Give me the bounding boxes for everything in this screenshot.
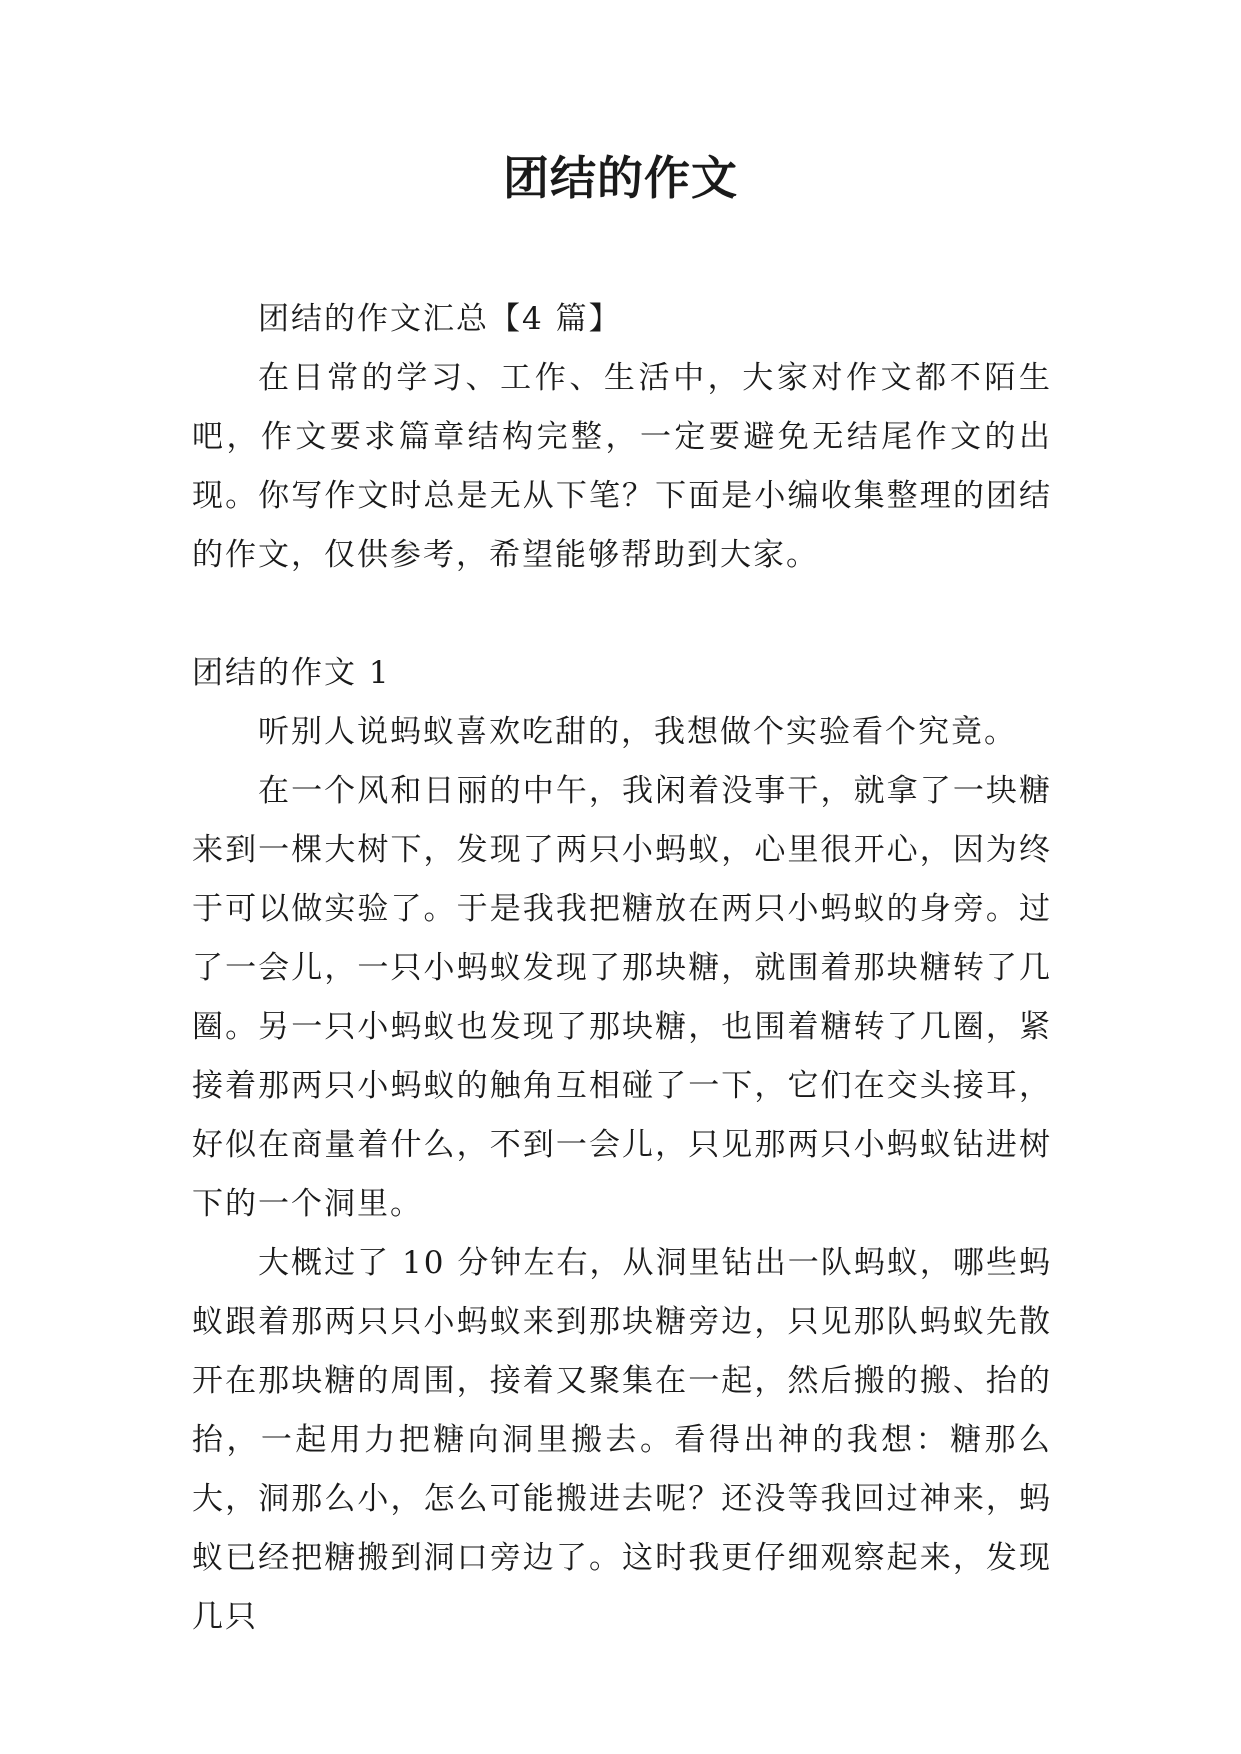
- section-gap: [192, 585, 1052, 644]
- document-body: [192, 290, 1052, 1647]
- section-heading: 团结的作文 1: [192, 655, 391, 691]
- essay-paragraph: 大概过了 10 分钟左右，从洞里钻出一队蚂蚁，哪些蚂蚁跟着那两只只小蚂蚁来到那块糖旁边，只见那队蚂蚁先散开在那块糖的周围，接着又聚集在一起，然后搬的搬、抬的抬，一起用力把糖向洞里搬去。看得出神的我想：糖那么大，洞那么小，怎么可能搬进去呢？还没等我回过神来，蚂蚁已经把糖搬到洞口旁边了。这时我更仔细观察起来，发现几只: [192, 1245, 1052, 1635]
- essay-paragraph: 听别人说蚂蚁喜欢吃甜的，我想做个实验看个究竟。: [258, 714, 1017, 750]
- essay-paragraph: 在一个风和日丽的中午，我闲着没事干，就拿了一块糖来到一棵大树下，发现了两只小蚂蚁，心里很开心，因为终于可以做实验了。于是我我把糖放在两只小蚂蚁的身旁。过了一会儿，一只小蚂蚁发现了那块糖，就围着那块糖转了几圈。另一只小蚂蚁也发现了那块糖，也围着糖转了几圈，紧接着那两只小蚂蚁的触角互相碰了一下，它们在交头接耳，好似在商量着什么，不到一会儿，只见那两只小蚂蚁钻进树下的一个洞里。: [192, 773, 1052, 1222]
- document-title: 团结的作文: [503, 151, 738, 205]
- intro-paragraph: 在日常的学习、工作、生活中，大家对作文都不陌生吧，作文要求篇章结构完整，一定要避免无结尾作文的出现。你写作文时总是无从下笔？下面是小编收集整理的团结的作文，仅供参考，希望能够帮助到大家。: [192, 360, 1052, 573]
- subtitle: 团结的作文汇总【4 篇】: [258, 301, 622, 337]
